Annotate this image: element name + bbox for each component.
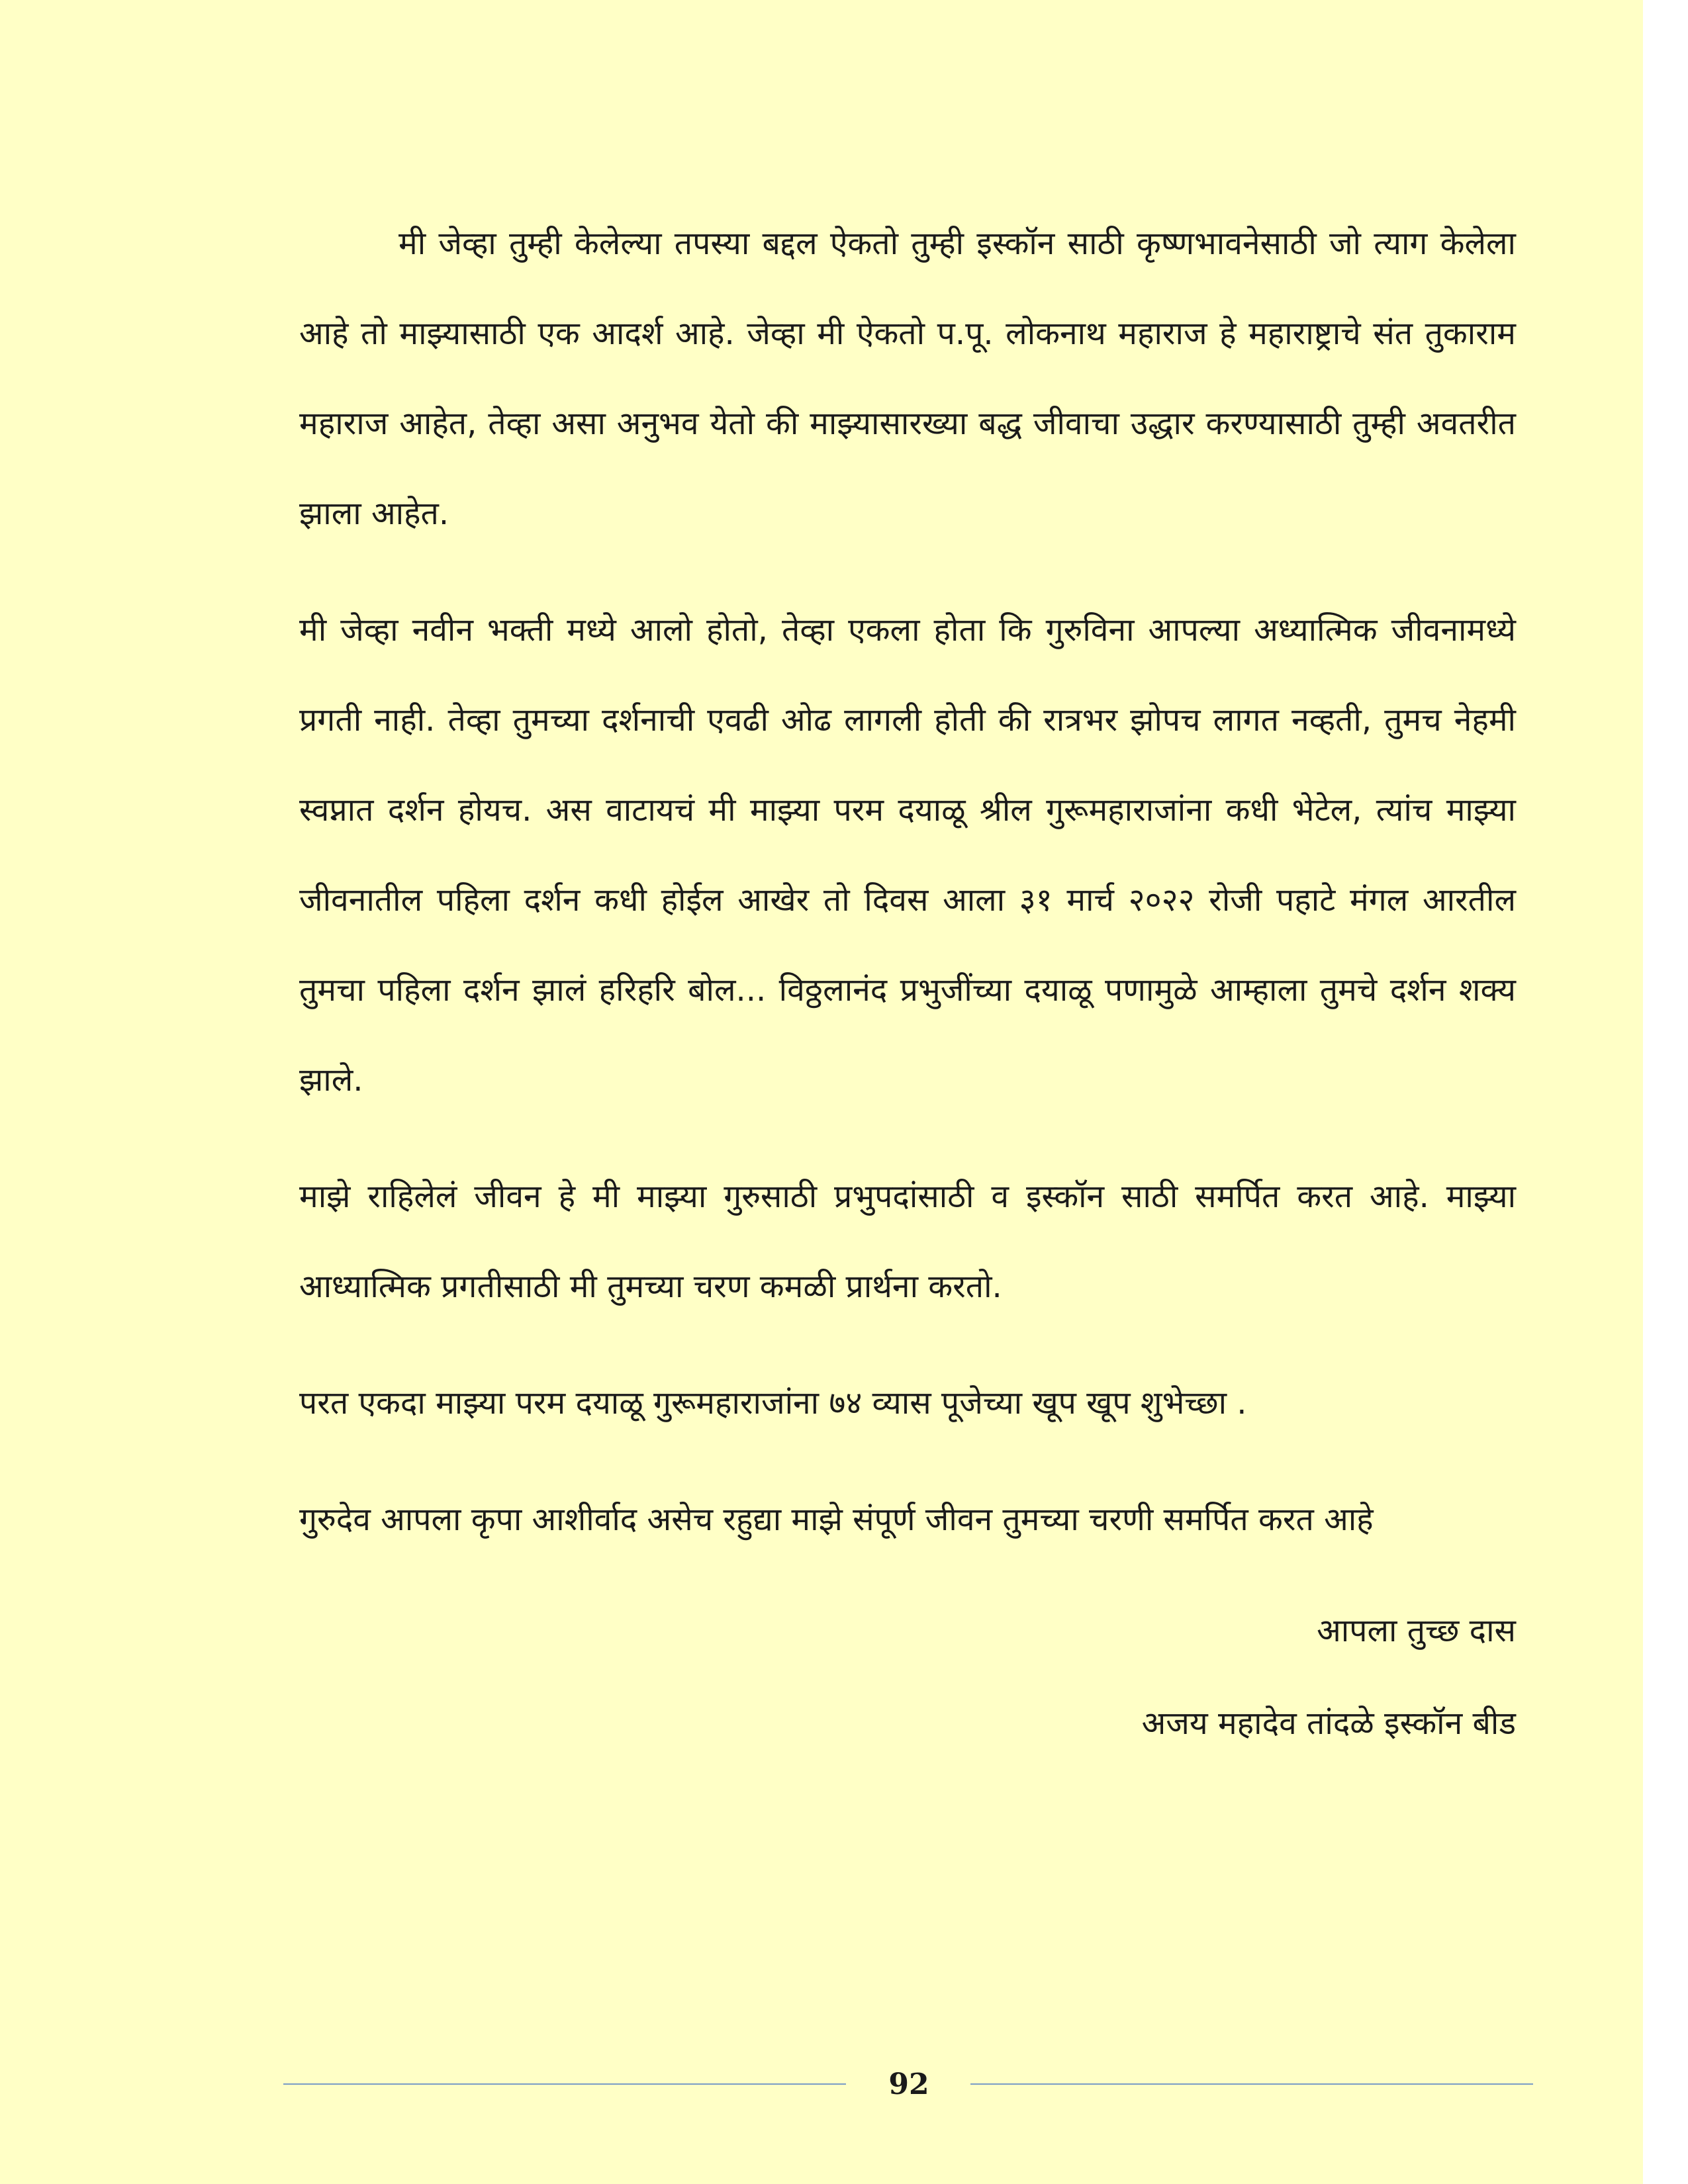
paragraph-tapasya: मी जेव्हा तुम्ही केलेल्या तपस्या बद्दल ऐकतो तुम्ही इस्कॉन साठी कृष्णभावनेसाठी जो त्याग केलेला आहे तो माझ्यासाठी एक आदर्श आहे. जेव्हा मी ऐकतो प.पू. लोकनाथ महाराज हे महाराष्ट्राचे संत तुकाराम महाराज आहेत, तेव्हा असा अनुभव येतो की माझ्यासारख्या बद्ध जीवाचा उद्धार करण्यासाठी तुम्ही अवतरीत झाला आहेत.	[299, 225, 1516, 532]
footer-rule-left	[283, 2083, 846, 2085]
letter-body	[299, 199, 1516, 1776]
signature: अजय महादेव तांदळे इस्कॉन बीड	[1141, 1705, 1516, 1742]
paragraph-first-darshan: मी जेव्हा नवीन भक्ती मध्ये आलो होतो, तेव्हा एकला होता कि गुरुविना आपल्या अध्यात्मिक जीवनामध्ये प्रगती नाही. तेव्हा तुमच्या दर्शनाची एवढी ओढ लागली होती की रात्रभर झोपच लागत नव्हती, तुमच नेहमी स्वप्नात दर्शन होयच. अस वाटायचं मी माझ्या परम दयाळू श्रील गुरूमहाराजांना कधी भेटेल, त्यांच माझ्या जीवनातील पहिला दर्शन कधी होईल आखेर तो दिवस आला ३१ मार्च २०२२ रोजी पहाटे मंगल आरतील तुमचा पहिला दर्शन झालं हरिहरि बोल... विठ्ठलानंद प्रभुजींच्या दयाळू पणामुळे आम्हाला तुमचे दर्शन शक्य झाले.	[299, 612, 1516, 1099]
paragraph-blessings: गुरुदेव आपला कृपा आशीर्वाद असेच रहुद्या माझे संपूर्ण जीवन तुमच्या चरणी समर्पित करत आहे	[299, 1501, 1374, 1538]
footer-rule-right	[970, 2083, 1533, 2085]
paragraph-dedication: माझे राहिलेलं जीवन हे मी माझ्या गुरुसाठी प्रभुपदांसाठी व इस्कॉन साठी समर्पित करत आहे. माझ्या आध्यात्मिक प्रगतीसाठी मी तुमच्या चरण कमळी प्रार्थना करतो.	[299, 1178, 1516, 1305]
closing-line: आपला तुच्छ दास	[1317, 1612, 1516, 1649]
paragraph-greetings: परत एकदा माझ्या परम दयाळू गुरूमहाराजांना ७४ व्यास पूजेच्या खूप खूप शुभेच्छा .	[299, 1385, 1247, 1422]
page-number: 92	[888, 2068, 929, 2101]
